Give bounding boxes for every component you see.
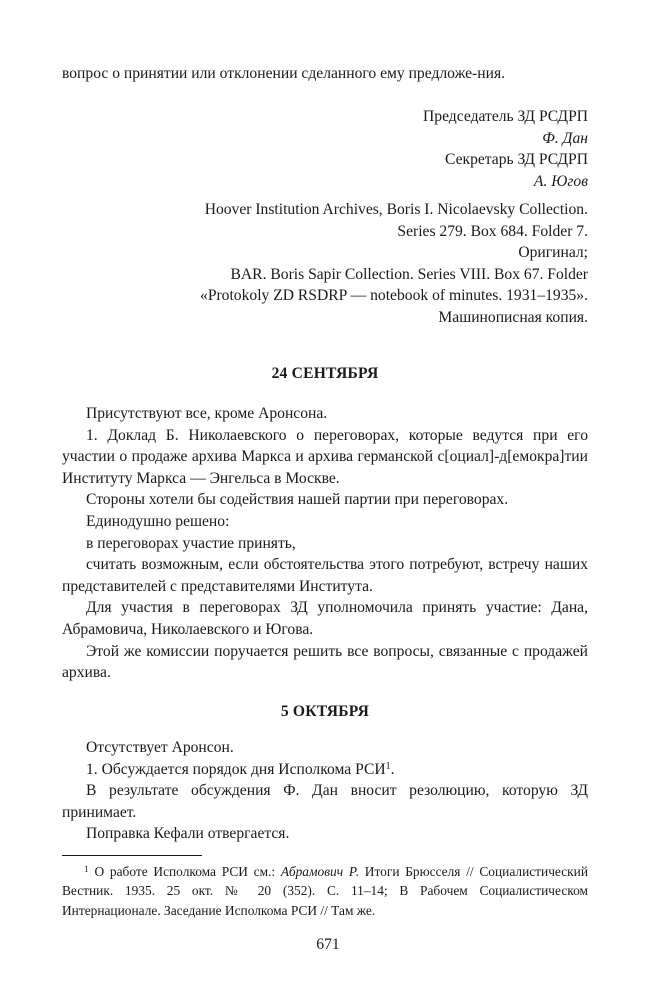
footnote-rest: Итоги Брюсселя // Социалистический Вестник. 1935. 25 окт. № 20 (352). С. 11–14; В Рабочем Социалистическом Интернационале. Заседание Исполкома РСИ // Там же. [62,864,588,918]
paragraph: Отсутствует Аронсон. [86,739,234,756]
paragraph: в переговорах участие принять, [86,534,296,552]
source-line: Машинописная копия. [438,308,588,326]
footnote [62,862,588,920]
source-line: «Protokoly ZD RSDRP — notebook of minutes. 1931–1935». [200,287,588,305]
section-body-oct5 [62,737,588,845]
section-heading-sep24 [62,363,588,385]
signature-title: Секретарь ЗД РСДРП [445,151,588,169]
source-line: Hoover Institution Archives, Boris I. Nicolaevsky Collection. [204,201,588,218]
top-continuation [62,63,588,85]
source-line: Series 279. Box 684. Folder 7. [397,222,588,240]
footnote-mark: 1 [84,864,89,874]
footnote-author: Абрамович Р. [280,864,360,879]
section-body-sep24 [62,403,588,684]
signature-block [62,106,588,192]
signature-title: Председатель ЗД РСДРП [423,108,588,125]
paragraph: 1. Доклад Б. Николаевского о переговорах, которые ведутся при его участии о продаже архива Маркса и архива германской с[оциал]-д[емокра]тии Институту Маркса — Энгельса в Москве. [62,426,588,487]
paragraph: Этой же комиссии поручается решить все вопросы, связанные с продажей архива. [62,642,588,682]
signature-name: А. Югов [533,172,588,190]
paragraph: считать возможным, если обстоятельства этого потребуют, встречу наших представителей с представителями Института. [62,556,588,595]
page-number: 671 [316,936,340,953]
paragraph: Поправка Кефали отвергается. [86,825,290,843]
paragraph-text: 1. Обсуждается порядок дня Исполкома РСИ [86,760,386,778]
footnote-divider [62,855,202,856]
footnote-lead: О работе Исполкома РСИ см.: [94,864,281,879]
paragraph: Стороны хотели бы содействия нашей партии при переговорах. [86,491,509,509]
source-line: Оригинал; [518,244,588,262]
paragraph-end: . [390,760,395,778]
continuation-paragraph: вопрос о принятии или отклонении сделанного ему предложе-ния. [62,65,506,82]
paragraph: Присутствуют все, кроме Аронсона. [86,405,328,422]
section-heading-oct5 [62,701,588,723]
section-heading: 24 СЕНТЯБРЯ [271,365,379,382]
section-heading: 5 ОКТЯБРЯ [280,703,370,720]
paragraph: В результате обсуждения Ф. Дан вносит резолюцию, которую ЗД принимает. [62,782,588,821]
source-line: BAR. Boris Sapir Collection. Series VIII. Box 67. Folder [230,265,588,283]
archival-sources [62,199,588,329]
signature-name: Ф. Дан [542,129,588,147]
paragraph: Для участия в переговорах ЗД уполномочила принять участие: Дана, Абрамовича, Николаевского и Югова. [62,599,588,638]
paragraph: Единодушно решено: [86,512,230,530]
paragraph [62,759,588,781]
footnote-reference[interactable]: 1 [385,760,391,772]
